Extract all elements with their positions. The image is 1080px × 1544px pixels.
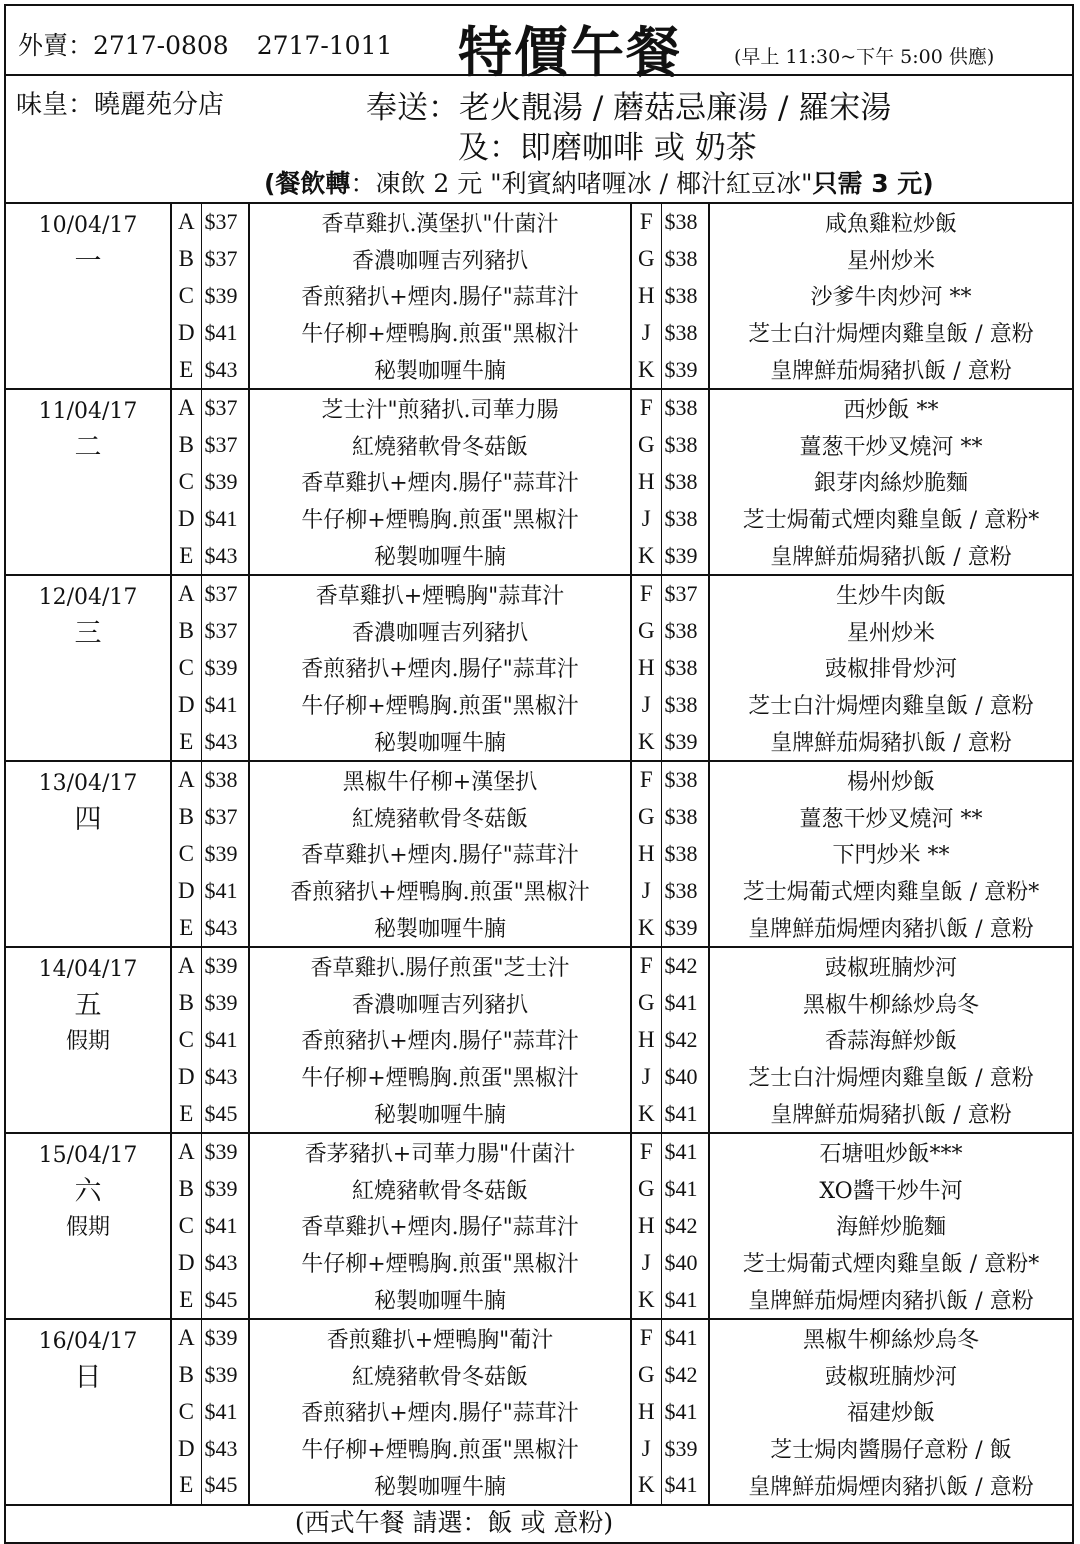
set-dish: 生炒牛肉飯	[709, 575, 1072, 613]
set-code: K	[631, 1281, 661, 1319]
set-dish: 香茅豬扒+司華力腸"什菌汁	[249, 1133, 631, 1171]
set-code: G	[631, 1171, 661, 1208]
set-code: J	[631, 314, 661, 351]
set-dish: 香煎豬扒+煙肉.腸仔"蒜茸汁	[249, 650, 631, 687]
set-dish: 豉椒排骨炒河	[824, 657, 957, 683]
set-code: C	[171, 278, 201, 315]
set-price: $43	[201, 723, 249, 761]
set-dish: 秘製咖喱牛腩	[249, 537, 631, 575]
set-dish: 香草雞扒.腸仔煎蛋"芝士汁	[249, 947, 631, 985]
day-holiday-note: 假期	[65, 1028, 110, 1054]
set-price: $40	[661, 1244, 709, 1281]
set-dish: 皇牌鮮茄焗豬扒飯 / 意粉	[770, 545, 1012, 571]
set-dish: 黑椒牛仔柳+漢堡扒	[249, 761, 631, 799]
set-price: $43	[201, 1058, 249, 1095]
set-code: E	[171, 1095, 201, 1133]
set-price: $41	[201, 872, 249, 909]
set-dish: 芝士汁"煎豬扒.司華力腸	[249, 389, 631, 427]
drink-upgrade-note	[264, 164, 934, 200]
complimentary-drink: 及：即磨咖啡 或 奶茶	[458, 130, 757, 166]
set-code: C	[171, 836, 201, 873]
set-price: $45	[201, 1467, 249, 1504]
set-price: $39	[201, 278, 249, 315]
set-code: A	[171, 1319, 201, 1357]
set-dish: 牛仔柳+煙鴨胸.煎蛋"黑椒汁	[249, 314, 631, 351]
set-code: H	[631, 464, 661, 501]
drink-upgrade-label: (餐飲轉	[264, 169, 351, 198]
set-code: K	[631, 1467, 661, 1504]
day-cell	[6, 1319, 171, 1504]
set-dish: 牛仔柳+煙鴨胸.煎蛋"黑椒汁	[249, 1430, 631, 1467]
set-dish: 皇牌鮮茄焗豬扒飯 / 意粉	[770, 359, 1012, 385]
set-code: F	[631, 1133, 661, 1171]
set-dish: 皇牌鮮茄焗煙肉豬扒飯 / 意粉	[748, 917, 1034, 943]
set-price: $38	[661, 686, 709, 723]
set-code: D	[171, 500, 201, 537]
set-price: $38	[661, 799, 709, 836]
set-price: $38	[661, 389, 709, 427]
set-dish: 香煎雞扒+煙鴨胸"葡汁	[249, 1319, 631, 1357]
set-dish: 楊州炒飯	[709, 761, 1072, 799]
set-code: B	[171, 799, 201, 836]
day-date: 13/04/17	[38, 770, 138, 796]
set-code: J	[631, 686, 661, 723]
set-dish: 香煎豬扒+煙肉.腸仔"蒜茸汁	[249, 1022, 631, 1059]
set-price: $41	[201, 1022, 249, 1059]
set-code: H	[631, 650, 661, 687]
set-price: $45	[201, 1095, 249, 1133]
set-price: $39	[201, 1171, 249, 1208]
set-dish: 黑椒牛柳絲炒烏冬	[709, 1319, 1072, 1357]
set-price: $39	[201, 985, 249, 1022]
set-code: K	[631, 537, 661, 575]
set-price: $41	[661, 1281, 709, 1319]
set-code: E	[171, 909, 201, 947]
menu-title: 特價午餐	[458, 21, 682, 84]
menu-row	[6, 204, 1072, 241]
set-price: $43	[201, 351, 249, 389]
set-code: G	[631, 985, 661, 1022]
set-dish: 皇牌鮮茄焗豬扒飯 / 意粉	[770, 1103, 1012, 1129]
set-dish: 香草雞扒+煙肉.腸仔"蒜茸汁	[249, 464, 631, 501]
menu-header-top	[6, 6, 1072, 84]
set-dish: 秘製咖喱牛腩	[249, 351, 631, 389]
set-code: K	[631, 351, 661, 389]
day-holiday-note: 假期	[65, 1214, 110, 1240]
set-price: $41	[201, 314, 249, 351]
set-code: J	[631, 1244, 661, 1281]
set-price: $42	[661, 947, 709, 985]
set-dish: 紅燒豬軟骨冬菇飯	[249, 799, 631, 836]
menu-row	[6, 947, 1072, 985]
set-price: $38	[661, 500, 709, 537]
set-code: D	[171, 314, 201, 351]
set-price: $41	[661, 1467, 709, 1504]
menu-header-info	[6, 76, 1072, 204]
set-code: B	[171, 1171, 201, 1208]
set-dish: XO醬干炒牛河	[819, 1178, 963, 1204]
set-dish: 秘製咖喱牛腩	[249, 1467, 631, 1504]
set-code: E	[171, 351, 201, 389]
set-price: $39	[201, 836, 249, 873]
set-code: A	[171, 389, 201, 427]
set-code: D	[171, 1430, 201, 1467]
set-code: K	[631, 1095, 661, 1133]
set-price: $38	[661, 314, 709, 351]
set-code: G	[631, 613, 661, 650]
set-code: H	[631, 1394, 661, 1431]
set-code: H	[631, 278, 661, 315]
day-cell	[6, 761, 171, 947]
day-cell	[6, 204, 171, 389]
set-price: $37	[201, 427, 249, 464]
set-price: $45	[201, 1281, 249, 1319]
set-price: $37	[201, 799, 249, 836]
set-price: $39	[201, 947, 249, 985]
set-code: E	[171, 1281, 201, 1319]
menu-row	[6, 1319, 1072, 1357]
set-code: J	[631, 1430, 661, 1467]
set-price: $37	[201, 204, 249, 241]
set-price: $39	[661, 723, 709, 761]
set-code: B	[171, 241, 201, 278]
day-date: 16/04/17	[38, 1328, 138, 1354]
set-dish: 香草雞扒+煙肉.腸仔"蒜茸汁	[249, 1208, 631, 1245]
set-code: D	[171, 1244, 201, 1281]
set-dish: 西炒飯 **	[709, 389, 1072, 427]
set-code: K	[631, 909, 661, 947]
set-price: $39	[201, 1319, 249, 1357]
phone-number-1: 外賣：2717-0808	[18, 31, 229, 60]
set-dish: 芝士白汁焗煙肉雞皇飯 / 意粉	[748, 322, 1034, 348]
set-dish: 下門炒米 **	[832, 843, 950, 869]
day-weekday: 一	[74, 246, 102, 277]
set-dish: 秘製咖喱牛腩	[249, 1095, 631, 1133]
set-dish: 香煎豬扒+煙鴨胸.煎蛋"黑椒汁	[249, 872, 631, 909]
set-code: C	[171, 1394, 201, 1431]
day-date: 10/04/17	[38, 213, 138, 238]
set-code: J	[631, 872, 661, 909]
set-code: F	[631, 204, 661, 241]
set-code: B	[171, 985, 201, 1022]
set-price: $39	[201, 1357, 249, 1394]
set-code: E	[171, 723, 201, 761]
set-code: A	[171, 575, 201, 613]
set-code: F	[631, 761, 661, 799]
day-date: 11/04/17	[38, 398, 138, 424]
set-code: B	[171, 427, 201, 464]
set-code: C	[171, 464, 201, 501]
set-price: $39	[661, 351, 709, 389]
set-price: $41	[661, 1319, 709, 1357]
menu-row	[6, 761, 1072, 799]
set-dish: 秘製咖喱牛腩	[249, 1281, 631, 1319]
set-price: $38	[661, 872, 709, 909]
footer-note: (西式午餐 請選：飯 或 意粉)	[294, 1507, 614, 1537]
set-price: $38	[661, 761, 709, 799]
set-dish: 香草雞扒+煙肉.腸仔"蒜茸汁	[249, 836, 631, 873]
set-code: C	[171, 1208, 201, 1245]
set-dish: 牛仔柳+煙鴨胸.煎蛋"黑椒汁	[249, 1244, 631, 1281]
set-price: $41	[661, 1133, 709, 1171]
set-dish: 豉椒班腩炒河	[824, 1364, 957, 1390]
set-dish: 香濃咖喱吉列豬扒	[249, 613, 631, 650]
set-price: $43	[201, 909, 249, 947]
day-date: 12/04/17	[38, 584, 138, 610]
set-code: D	[171, 1058, 201, 1095]
set-dish: 海鮮炒脆麵	[835, 1215, 946, 1241]
set-dish: 香草雞扒.漢堡扒"什菌汁	[249, 204, 631, 241]
set-code: K	[631, 723, 661, 761]
set-price: $42	[661, 1357, 709, 1394]
set-code: E	[171, 537, 201, 575]
complimentary-soup: 奉送：老火靚湯 / 蘑菇忌廉湯 / 羅宋湯	[366, 90, 892, 126]
day-date: 15/04/17	[38, 1142, 138, 1168]
set-code: D	[171, 686, 201, 723]
day-weekday: 六	[74, 1175, 102, 1207]
set-price: $41	[201, 1208, 249, 1245]
set-price: $41	[201, 686, 249, 723]
set-price: $39	[661, 537, 709, 575]
set-dish: 薑葱干炒叉燒河 **	[799, 806, 983, 832]
set-dish: 豉椒班腩炒河	[709, 947, 1072, 985]
day-weekday: 二	[74, 431, 102, 463]
set-price: $38	[201, 761, 249, 799]
set-code: F	[631, 389, 661, 427]
set-code: C	[171, 650, 201, 687]
drink-upgrade-price: 只需 3 元)	[812, 169, 934, 198]
lunch-menu-sheet	[4, 4, 1074, 1544]
day-weekday: 日	[74, 1361, 102, 1393]
set-price: $39	[201, 464, 249, 501]
set-price: $37	[661, 575, 709, 613]
set-price: $39	[201, 1133, 249, 1171]
takeaway-phone	[18, 26, 420, 62]
day-cell	[6, 947, 171, 1133]
serving-hours: (早上 11:30~下午 5:00 供應)	[734, 46, 995, 68]
set-dish: 紅燒豬軟骨冬菇飯	[249, 1357, 631, 1394]
set-price: $38	[661, 241, 709, 278]
set-dish: 香濃咖喱吉列豬扒	[249, 241, 631, 278]
set-price: $39	[661, 909, 709, 947]
set-code: J	[631, 500, 661, 537]
set-price: $39	[201, 650, 249, 687]
set-dish: 香煎豬扒+煙肉.腸仔"蒜茸汁	[249, 1394, 631, 1431]
set-price: $42	[661, 1208, 709, 1245]
branch-name: 味皇：曉麗苑分店	[16, 90, 225, 120]
day-cell	[6, 1133, 171, 1319]
set-dish: 皇牌鮮茄焗煙肉豬扒飯 / 意粉	[748, 1289, 1034, 1314]
set-code: C	[171, 1022, 201, 1059]
set-dish: 香煎豬扒+煙肉.腸仔"蒜茸汁	[249, 278, 631, 315]
set-code: F	[631, 575, 661, 613]
set-price: $39	[661, 1430, 709, 1467]
set-dish: 銀芽肉絲炒脆麵	[813, 471, 968, 497]
set-dish: 皇牌鮮茄焗煙肉豬扒飯 / 意粉	[748, 1474, 1034, 1500]
set-price: $41	[661, 1171, 709, 1208]
set-code: H	[631, 1022, 661, 1059]
set-dish: 皇牌鮮茄焗豬扒飯 / 意粉	[770, 731, 1012, 757]
set-dish: 芝士焗肉醬腸仔意粉 / 飯	[770, 1438, 1012, 1464]
set-code: J	[631, 1058, 661, 1095]
set-price: $41	[661, 1394, 709, 1431]
day-weekday: 三	[74, 617, 102, 649]
set-price: $43	[201, 1244, 249, 1281]
set-dish: 香草雞扒+煙鴨胸"蒜茸汁	[249, 575, 631, 613]
set-code: G	[631, 427, 661, 464]
set-code: G	[631, 241, 661, 278]
set-price: $41	[661, 985, 709, 1022]
set-price: $37	[201, 241, 249, 278]
set-price: $38	[661, 278, 709, 315]
daily-menu-table	[6, 204, 1072, 1504]
set-code: A	[171, 1133, 201, 1171]
set-price: $38	[661, 650, 709, 687]
set-price: $38	[661, 464, 709, 501]
drink-upgrade-text: ：凍飲 2 元 "利賓納啫喱冰 / 椰汁紅豆冰"	[350, 169, 813, 198]
set-code: H	[631, 1208, 661, 1245]
set-dish: 牛仔柳+煙鴨胸.煎蛋"黑椒汁	[249, 500, 631, 537]
set-dish: 星州炒米	[846, 620, 935, 646]
phone-number-2: 2717-1011	[256, 31, 393, 60]
set-dish: 福建炒飯	[846, 1401, 935, 1427]
set-price: $37	[201, 389, 249, 427]
set-price: $38	[661, 204, 709, 241]
set-dish: 牛仔柳+煙鴨胸.煎蛋"黑椒汁	[249, 1058, 631, 1095]
set-dish: 星州炒米	[846, 248, 935, 274]
set-price: $43	[201, 1430, 249, 1467]
set-code: G	[631, 799, 661, 836]
set-price: $40	[661, 1058, 709, 1095]
day-cell	[6, 389, 171, 575]
set-code: F	[631, 1319, 661, 1357]
set-code: A	[171, 947, 201, 985]
set-dish: 芝士白汁焗煙肉雞皇飯 / 意粉	[748, 694, 1034, 720]
set-dish: 秘製咖喱牛腩	[249, 909, 631, 947]
set-code: B	[171, 1357, 201, 1394]
set-dish: 芝士焗葡式煙肉雞皇飯 / 意粉*	[742, 880, 1040, 906]
set-price: $42	[661, 1022, 709, 1059]
set-dish: 香濃咖喱吉列豬扒	[249, 985, 631, 1022]
set-code: D	[171, 872, 201, 909]
day-weekday: 五	[74, 989, 102, 1021]
set-dish: 石塘咀炒飯***	[709, 1133, 1072, 1171]
set-code: G	[631, 1357, 661, 1394]
set-dish: 秘製咖喱牛腩	[249, 723, 631, 761]
day-cell	[6, 575, 171, 761]
set-price: $37	[201, 613, 249, 650]
set-dish: 香蒜海鮮炒飯	[824, 1029, 957, 1055]
set-code: B	[171, 613, 201, 650]
set-price: $37	[201, 575, 249, 613]
set-code: H	[631, 836, 661, 873]
set-code: A	[171, 204, 201, 241]
set-price: $41	[201, 1394, 249, 1431]
set-dish: 紅燒豬軟骨冬菇飯	[249, 1171, 631, 1208]
set-code: F	[631, 947, 661, 985]
day-date: 14/04/17	[38, 956, 138, 982]
set-price: $41	[661, 1095, 709, 1133]
set-dish: 咸魚雞粒炒飯	[824, 211, 957, 237]
set-price: $38	[661, 836, 709, 873]
set-dish: 薑葱干炒叉燒河 **	[799, 434, 983, 460]
set-code: A	[171, 761, 201, 799]
set-price: $43	[201, 537, 249, 575]
menu-row	[6, 1133, 1072, 1171]
set-code: E	[171, 1467, 201, 1504]
menu-row	[6, 389, 1072, 427]
set-dish: 牛仔柳+煙鴨胸.煎蛋"黑椒汁	[249, 686, 631, 723]
set-dish: 芝士白汁焗煙肉雞皇飯 / 意粉	[748, 1066, 1034, 1092]
set-dish: 紅燒豬軟骨冬菇飯	[249, 427, 631, 464]
set-dish: 沙爹牛肉炒河 **	[810, 285, 972, 311]
set-dish: 芝士焗葡式煙肉雞皇飯 / 意粉*	[742, 1252, 1040, 1278]
set-dish: 黑椒牛柳絲炒烏冬	[802, 992, 979, 1018]
set-dish: 芝士焗葡式煙肉雞皇飯 / 意粉*	[742, 508, 1040, 534]
day-weekday: 四	[74, 803, 102, 835]
menu-row	[6, 575, 1072, 613]
set-price: $38	[661, 427, 709, 464]
set-price: $38	[661, 613, 709, 650]
set-price: $41	[201, 500, 249, 537]
